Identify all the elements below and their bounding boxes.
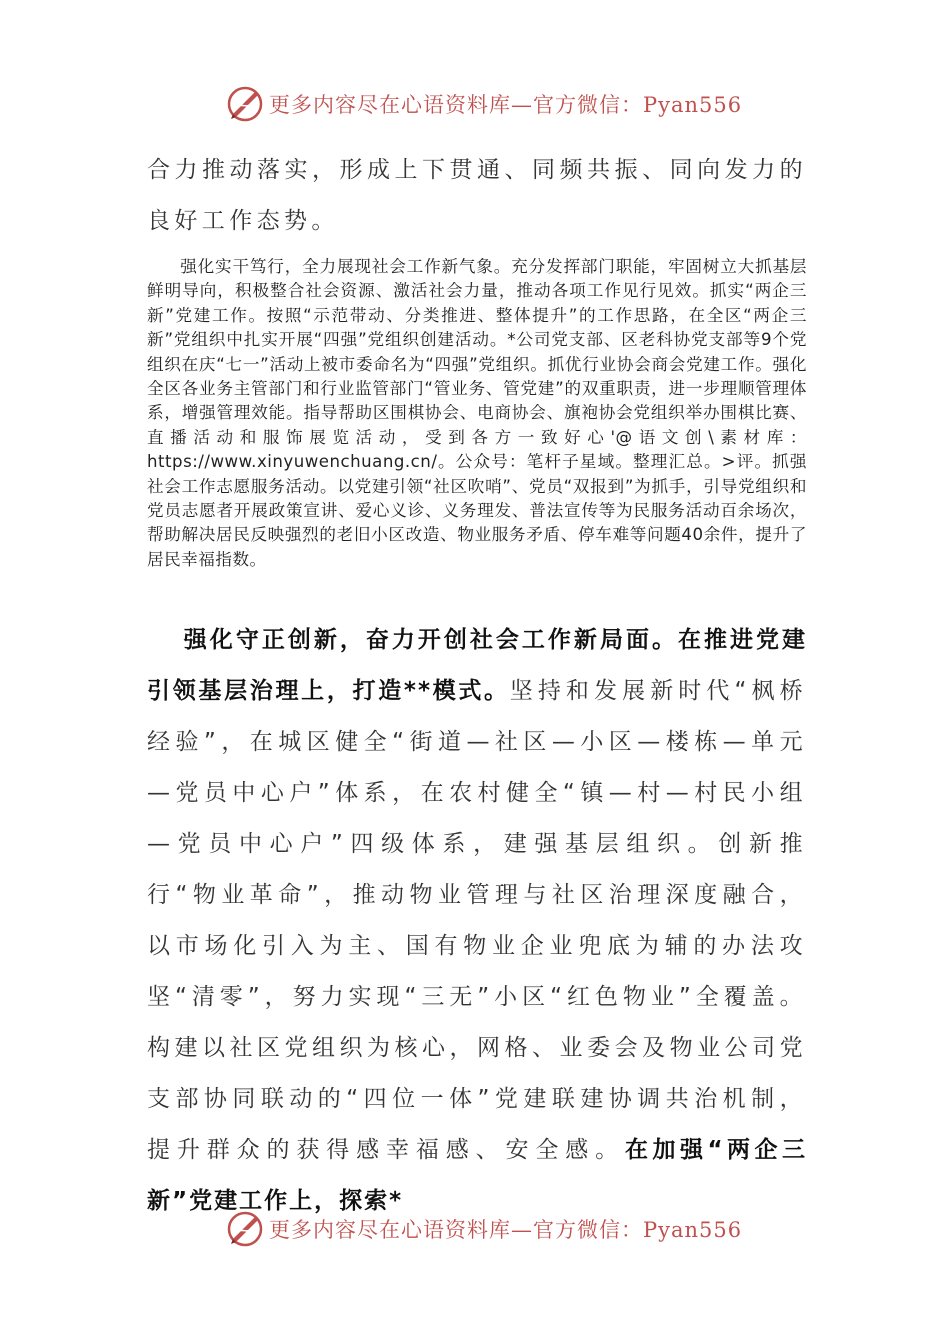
pen-logo-icon [225,84,265,124]
paragraph-3-bold-tail: 在加强“两企三新”党建工作上，探索* [147,1137,807,1214]
paragraph-1: 合力推动落实，形成上下贯通、同频共振、同向发力的良好工作态势。 [147,157,807,234]
paragraph-3-bold-lead: 强化守正创新，奋力开创社会工作新局面。在推进党建引领基层治理上，打造**模式。 [147,627,807,704]
paragraph-3-text: 坚持和发展新时代“枫桥经验”，在城区健全“街道—社区—小区—楼栋—单元—党员中心户”体系，在农村健全“镇—村—村民小组—党员中心户”四级体系，建强基层组织。创新推行“物业革命”，推动物业管理与社区治理深度融合，以市场化引入为主、国有物业企业兜底为辅的办法攻坚“清零”，努力实现“三无”小区“红色物业”全覆盖。构建以社区党组织为核心，网格、业委会及物业公司党支部协同联动的“四位一体”党建联建协调共治机制，提升群众的获得感幸福感、安全感。 [147,678,807,1163]
footer-banner [225,1209,742,1249]
pen-logo-icon [225,1209,265,1249]
paragraph-3 [147,615,807,1227]
header-banner [225,84,742,124]
footer-banner-text: 更多内容尽在心语资料库—官方微信：Pyan556 [269,1218,743,1242]
paragraph-2: 强化实干笃行，全力展现社会工作新气象。充分发挥部门职能，牢固树立大抓基层鲜明导向，积极整合社会资源、激活社会力量，推动各项工作见行见效。抓实“两企三新”党建工作。按照“示范带动、分类推进、整体提升”的工作思路，在全区“两企三新”党组织中扎实开展“四强”党组织创建活动。*公司党支部、区老科协党支部等9个党组织在庆“七一”活动上被市委命名为“四强”党组织。抓优行业协会商会党建工作。强化全区各业务主管部门和行业监管部门“管业务、管党建”的双重职责，进一步理顺管理体系，增强管理效能。指导帮助区围棋协会、电商协会、旗袍协会党组织举办围棋比赛、直播活动和服饰展览活动，受到各方一致好心'@语文创\素材库：https://www.xinyuwenchuang.cn/。公众号：笔杆子星域。整理汇总。>评。抓强社会工作志愿服务活动。以党建引领“社区吹哨”、党员“双报到”为抓手，引导党组织和党员志愿者开展政策宣讲、爱心义诊、义务理发、普法宣传等为民服务活动百余场次，帮助解决居民反映强烈的老旧小区改造、物业服务矛盾、停车难等问题40余件，提升了居民幸福指数。 [147,257,807,569]
header-banner-text: 更多内容尽在心语资料库—官方微信：Pyan556 [269,93,743,117]
